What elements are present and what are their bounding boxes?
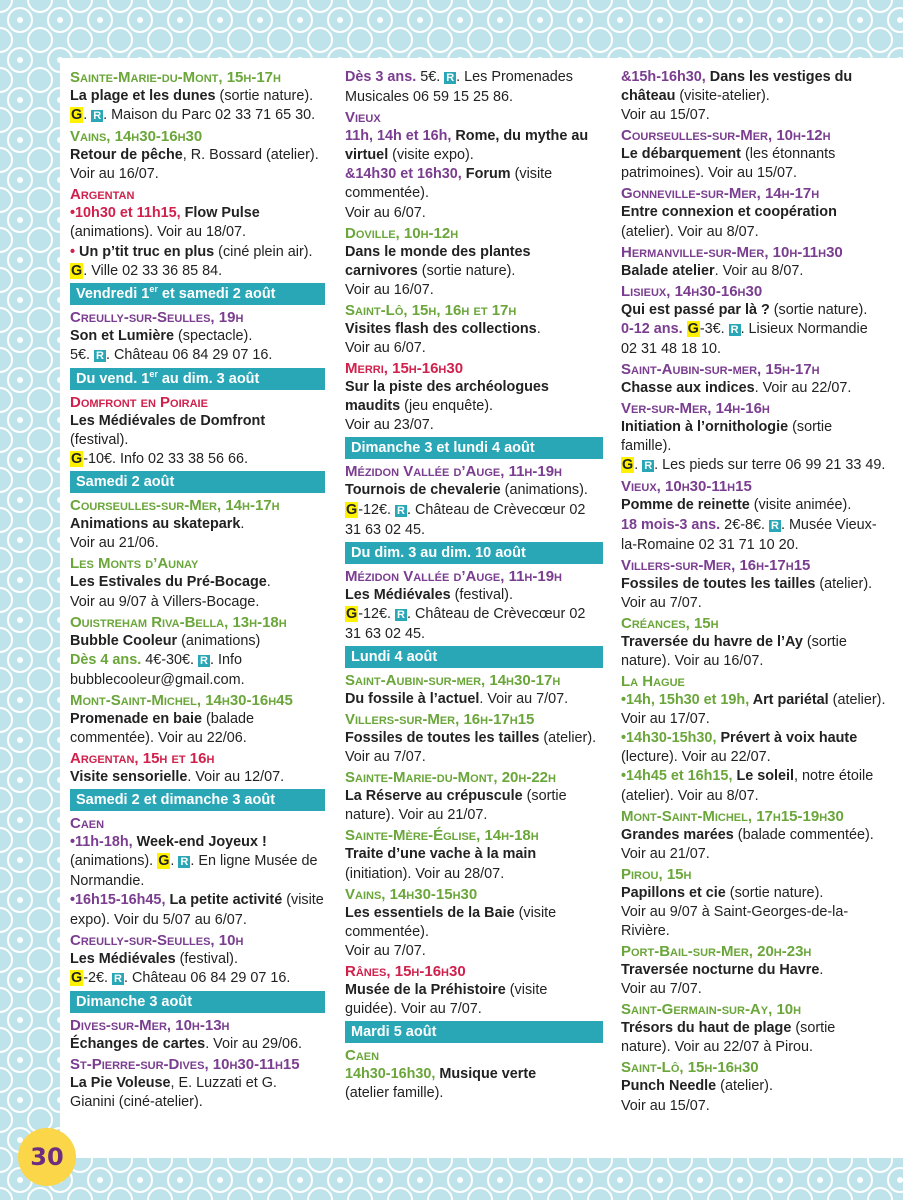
event-entry: [70, 554, 325, 611]
event-town: Courseulles-sur-Mer, 10h-12h: [621, 127, 831, 145]
free-badge: G: [346, 605, 358, 622]
event-detail: (sortie nature).: [215, 88, 314, 104]
date-band: Mardi 5 août: [345, 1021, 603, 1043]
event-town: Hermanville-sur-Mer, 10h-11h30: [621, 243, 843, 261]
event-town: Villers-sur-Mer, 16h-17h15: [345, 711, 535, 729]
event-entry: [70, 127, 325, 184]
event-entry: [621, 282, 886, 359]
event-town: Lisieux, 14h30-16h30: [621, 282, 763, 300]
event-entry: [621, 477, 886, 554]
event-detail: (sortie nature).: [417, 262, 516, 279]
event-detail: , notre étoile (atelier). Voir au 8/07.: [621, 768, 874, 804]
event-entry: [70, 393, 325, 469]
event-entry: [70, 1016, 325, 1054]
event-time: &14h30 et 16h30,: [345, 166, 466, 183]
free-badge: G: [158, 853, 170, 870]
band-text: Vendredi 1: [76, 285, 150, 302]
event-time: •14h45 et 16h15,: [621, 768, 737, 785]
event-entry: [345, 301, 603, 358]
date-band: [70, 368, 325, 390]
event-entry: [621, 243, 886, 281]
event-town: Creully-sur-Seulles, 10h: [70, 931, 244, 949]
event-time: •10h30 et 11h15,: [70, 205, 185, 222]
event-info: . Ville 02 33 36 85 84.: [83, 262, 223, 279]
event-title: Un p’tit truc en plus: [79, 243, 215, 260]
event-detail: (visite guidée). Voir au 7/07.: [345, 981, 548, 1017]
free-badge: G: [687, 320, 699, 337]
band-sup: er: [149, 369, 158, 380]
event-info: . Château de Crèvecœur 02 31 63 02 45.: [345, 501, 586, 538]
event-entry: [70, 496, 325, 553]
event-info: Voir au 9/07 à Saint-Georges-de-la-Rivière.: [621, 903, 849, 939]
event-title: La Pie Voleuse: [70, 1074, 171, 1091]
event-town: Mézidon Vallée d’Auge, 11h-19h: [345, 463, 562, 481]
event-info: . Les Promenades Musicales 06 59 15 25 86.: [345, 69, 573, 106]
event-town: Saint-Aubin-sur-mer, 15h-17h: [621, 361, 820, 379]
event-entry: [345, 671, 603, 709]
column-2: [345, 68, 603, 1104]
event-info: Voir au 23/07.: [345, 417, 434, 434]
free-badge: G: [71, 107, 83, 124]
free-badge: G: [71, 451, 83, 468]
event-price: -12€.: [358, 605, 396, 622]
event-town: Argentan, 15h et 16h: [70, 750, 215, 768]
event-title: Musique verte: [439, 1066, 537, 1083]
event-entry: [70, 691, 325, 748]
event-town: Saint-Lô, 15h-16h30: [621, 1059, 759, 1077]
event-town: Gonneville-sur-Mer, 14h-17h: [621, 185, 820, 203]
event-title: Les Médiévales: [345, 586, 451, 603]
column-3: [621, 68, 886, 1117]
date-band: [70, 283, 325, 305]
event-detail: (lecture). Voir au 22/07.: [621, 749, 771, 766]
event-entry: Caen •11h-18h, Week-end Joyeux ! (animations). G. R . En ligne Musée de Normandie. •16h15-16h45, La petite activité (visite expo). Voir du 5/07 au 6/07.: [70, 815, 324, 928]
date-band: Du dim. 3 au dim. 10 août: [345, 542, 603, 564]
reservation-badge: R: [200, 654, 208, 667]
event-title: Traversée nocturne du Havre: [621, 962, 820, 979]
event-title: Visites flash des collections: [345, 320, 537, 337]
event-title: Initiation à l’ornithologie: [621, 419, 789, 436]
event-town: Dives-sur-Mer, 10h-13h: [70, 1016, 230, 1034]
event-town: Rânes, 15h-16h30: [345, 962, 466, 980]
event-detail: .: [819, 962, 824, 979]
event-title: Promenade en baie: [70, 710, 202, 727]
event-entry: [621, 556, 886, 613]
event-title: Rome, du mythe au virtuel: [345, 128, 589, 164]
event-town: Ver-sur-Mer, 14h-16h: [621, 400, 770, 418]
event-detail: (animations). Voir au 18/07.: [70, 224, 246, 241]
event-title: Chasse aux indices: [621, 380, 755, 397]
event-town: Saint-Lô, 15h, 16h et 17h: [345, 301, 517, 319]
event-entry: [621, 126, 886, 183]
event-entry: [345, 68, 603, 107]
free-badge: G: [622, 457, 634, 474]
date-band: Dimanche 3 août: [70, 991, 325, 1013]
event-detail: (initiation). Voir au 28/07.: [345, 865, 505, 882]
event-town: Saint-Germain-sur-Ay, 10h: [621, 1001, 802, 1019]
event-entry: [621, 1000, 886, 1057]
event-title: Tournois de chevalerie: [345, 482, 501, 499]
event-town: Caen: [70, 815, 105, 833]
event-info: . Info: [209, 651, 242, 668]
event-detail: (sortie famille).: [621, 419, 833, 455]
event-title: Fossiles de toutes les tailles: [621, 575, 816, 592]
event-title: Traite d’une vache à la main: [345, 846, 537, 863]
event-title: Balade atelier: [621, 262, 715, 279]
event-detail: (sortie nature).: [769, 301, 868, 318]
event-detail: (atelier). Voir au 8/07.: [621, 223, 759, 240]
event-title: Les Médiévales: [70, 950, 176, 967]
event-entry: [345, 462, 603, 539]
free-badge: G: [71, 969, 83, 986]
event-town: Mont-Saint-Michel, 14h30-16h45: [70, 691, 293, 709]
reservation-badge: R: [397, 504, 405, 517]
event-detail: (visite commentée).: [345, 904, 557, 940]
event-town: Sainte-Mère-Église, 14h-18h: [345, 827, 539, 845]
event-detail: . Voir au 12/07.: [187, 769, 285, 786]
band-text: et samedi 2 août: [157, 285, 276, 302]
event-entry: [345, 885, 603, 961]
event-town: Sainte-Marie-du-Mont, 20h-22h: [345, 769, 556, 787]
band-text: au dim. 3 août: [157, 370, 260, 387]
event-title: Musée de la Préhistoire: [345, 981, 506, 998]
event-time: •11h-18h,: [70, 834, 137, 851]
event-entry: [345, 567, 603, 644]
event-detail: (festival).: [175, 950, 238, 967]
bullet: •: [70, 243, 80, 260]
event-detail: . Voir au 8/07.: [714, 262, 804, 279]
event-title: Forum: [465, 166, 511, 183]
event-title: Pomme de reinette: [621, 497, 750, 514]
event-detail: .: [536, 320, 541, 337]
event-info: Voir au 15/07.: [621, 1097, 710, 1114]
event-info: . Musée Vieux-la-Romaine 02 31 71 10 20.: [621, 516, 877, 553]
event-price: 2€-8€.: [720, 516, 769, 533]
event-detail: (ciné plein air).: [214, 243, 313, 260]
event-entry: [621, 1058, 886, 1115]
event-price: -2€.: [83, 969, 112, 986]
event-entry: Sainte-Marie-du-Mont, 15h-17h La plage et les dunes (sortie nature). G. R . Maison du Parc 02 33 71 65 30.: [70, 68, 325, 126]
event-info: . Château 06 84 29 07 16.: [105, 346, 273, 363]
date-band: Lundi 4 août: [345, 646, 603, 668]
event-time: 14h30-16h30,: [345, 1066, 440, 1083]
event-title: Son et Lumière: [70, 327, 174, 344]
event-info: Voir au 7/07.: [345, 942, 426, 959]
event-price: 4€-30€.: [141, 651, 199, 668]
event-town: Créances, 15h: [621, 614, 719, 632]
event-title: Punch Needle: [621, 1078, 717, 1095]
event-title: Prévert à voix haute: [720, 730, 858, 747]
event-entry: [70, 185, 325, 280]
column-1: [70, 68, 325, 1113]
event-town: Vieux, 10h30-11h15: [621, 478, 752, 496]
event-time: &15h-16h30,: [621, 69, 710, 85]
event-detail: (les étonnants patrimoines). Voir au 15/07.: [621, 146, 836, 182]
event-detail: (spectacle).: [173, 327, 253, 344]
event-info: Voir au 16/07.: [345, 281, 434, 298]
event-town: Domfront en Poiraie: [70, 393, 208, 411]
date-band: Dimanche 3 et lundi 4 août: [345, 437, 603, 459]
event-town: Caen: [345, 1047, 380, 1065]
event-town: St-Pierre-sur-Dives, 10h30-11h15: [70, 1055, 300, 1073]
free-badge: G: [71, 262, 83, 279]
reservation-badge: R: [114, 972, 122, 985]
event-email: bubblecooleur@gmail.com.: [70, 671, 245, 688]
event-title: Le soleil: [736, 768, 795, 785]
event-title: Animations au skatepark: [70, 516, 241, 533]
event-info: . Château de Crèvecœur 02 31 63 02 45.: [345, 605, 586, 642]
event-title: Entre connexion et coopération: [621, 204, 837, 221]
event-entry: [621, 360, 886, 398]
event-time: 11h, 14h et 16h,: [345, 128, 456, 145]
reservation-badge: R: [397, 608, 405, 621]
event-town: Villers-sur-Mer, 16h-17h15: [621, 556, 811, 574]
event-entry: [621, 184, 886, 241]
event-title: Retour de pêche: [70, 147, 183, 164]
date-band: Samedi 2 août: [70, 471, 325, 493]
event-title: Trésors du haut de plage: [621, 1020, 792, 1037]
event-title: Du fossile à l’actuel: [345, 690, 480, 707]
event-title: Visite sensorielle: [70, 769, 188, 786]
event-info: Voir au 9/07 à Villers-Bocage.: [70, 593, 260, 610]
event-detail: (visite commentée).: [345, 166, 553, 202]
event-entry: [345, 224, 603, 300]
event-town: Merri, 15h-16h30: [345, 360, 464, 378]
event-entry: [621, 807, 886, 864]
event-entry: [621, 614, 886, 671]
event-title: Dans le monde des plantes carnivores: [345, 243, 531, 279]
event-entry: [70, 308, 325, 366]
event-detail: (atelier). Voir au 7/07.: [621, 575, 873, 611]
event-title: Les Médiévales de Domfront: [70, 412, 266, 429]
event-detail: (atelier). Voir au 7/07.: [345, 730, 597, 766]
event-info: Voir au 6/07.: [345, 204, 426, 221]
reservation-badge: R: [730, 323, 739, 336]
event-detail: (festival).: [450, 586, 513, 603]
reservation-badge: R: [93, 110, 102, 123]
reservation-badge: R: [644, 460, 653, 473]
event-town: Ouistreham Riva-Bella, 13h-18h: [70, 613, 287, 631]
page-number: 30: [18, 1128, 76, 1186]
event-entry: [621, 672, 886, 806]
reservation-badge: R: [771, 519, 779, 532]
event-detail: (visite expo).: [388, 147, 474, 164]
event-town: Mézidon Vallée d’Auge, 11h-19h: [345, 567, 562, 585]
event-town: Pirou, 15h: [621, 865, 692, 883]
event-title: Papillons et cie: [621, 884, 726, 901]
event-entry: [345, 768, 603, 825]
event-town: Mont-Saint-Michel, 17h15-19h30: [621, 807, 844, 825]
reservation-badge: R: [96, 349, 104, 362]
event-detail: (visite animée).: [749, 497, 852, 514]
page-content: [60, 58, 903, 1158]
event-title: Flow Pulse: [184, 205, 260, 222]
event-detail: (sortie nature). Voir au 21/07.: [345, 788, 567, 824]
event-entry: [345, 359, 603, 435]
event-title: La plage et les dunes: [70, 88, 216, 104]
reservation-badge: R: [446, 72, 455, 84]
event-town: Saint-Aubin-sur-mer, 14h30-17h: [345, 671, 561, 689]
event-detail: (animations).: [500, 482, 588, 499]
event-age: Dès 4 ans.: [70, 651, 142, 668]
event-price: 5€.: [416, 69, 445, 85]
event-age: Dès 3 ans.: [345, 69, 417, 85]
event-town: Sainte-Marie-du-Mont, 15h-17h: [70, 69, 281, 86]
event-entry: [621, 865, 886, 941]
event-detail: (animations).: [70, 853, 158, 870]
event-title: Sur la piste des archéologues maudits: [345, 379, 549, 415]
event-detail: . Voir au 29/06.: [205, 1035, 302, 1052]
event-entry: [345, 108, 603, 222]
event-entry: [621, 68, 886, 125]
event-entry: Ver-sur-Mer, 14h-16h Initiation à l’ornithologie (sortie famille). G. R . Les pieds sur terre 06 99 21 33 49.: [621, 400, 886, 474]
event-title: Échanges de cartes: [70, 1035, 206, 1052]
event-detail: (atelier). Voir au 17/07.: [621, 692, 886, 728]
event-detail: (sortie nature). Voir au 22/07 à Pirou.: [621, 1020, 836, 1056]
event-info: Voir au 7/07.: [621, 981, 702, 998]
event-title: Le débarquement: [621, 146, 741, 163]
event-title: Art pariétal: [752, 692, 829, 709]
event-detail: .: [240, 516, 245, 533]
event-time: •14h, 15h30 et 19h,: [621, 692, 753, 709]
event-title: Fossiles de toutes les tailles: [345, 730, 540, 747]
event-info: Voir au 21/06.: [70, 535, 159, 552]
event-info: Voir au 15/07.: [621, 107, 710, 124]
event-town: Vieux: [345, 109, 381, 127]
event-info: Voir au 6/07.: [345, 340, 426, 357]
event-entry: [621, 942, 886, 999]
event-price: -12€.: [358, 501, 396, 518]
event-entry: [345, 1046, 603, 1103]
event-detail: , R. Bossard (atelier). Voir au 16/07.: [70, 147, 319, 183]
event-title: Bubble Cooleur: [70, 632, 178, 649]
event-title: Week-end Joyeux !: [136, 834, 267, 851]
event-title: Grandes marées: [621, 826, 734, 843]
event-entry: [70, 931, 325, 989]
event-info: . En ligne Musée de Normandie.: [70, 853, 318, 890]
event-info: . Les pieds sur terre 06 99 21 33 49.: [654, 457, 886, 474]
event-entry: [345, 826, 603, 883]
event-detail: (atelier famille).: [345, 1085, 444, 1102]
event-entry: [70, 749, 325, 787]
event-town: Argentan: [70, 186, 135, 204]
event-detail: (balade commentée). Voir au 21/07.: [621, 826, 874, 862]
event-entry: [70, 1055, 325, 1112]
event-detail: (balade commentée). Voir au 22/06.: [70, 710, 254, 746]
event-title: Traversée du havre de l’Ay: [621, 633, 803, 650]
event-age: 0-12 ans.: [621, 320, 683, 337]
event-town: La Hague: [621, 673, 685, 691]
event-info: . Château 06 84 29 07 16.: [123, 969, 291, 986]
reservation-badge: R: [180, 856, 189, 869]
event-price: -3€.: [699, 320, 729, 337]
event-time: •16h15-16h45,: [70, 892, 170, 909]
event-detail: (sortie nature).: [725, 884, 824, 901]
event-title: Les Estivales du Pré-Bocage: [70, 574, 267, 591]
event-detail: (visite-atelier).: [675, 88, 770, 105]
event-detail: (visite expo). Voir du 5/07 au 6/07.: [70, 892, 324, 928]
event-detail: .: [266, 574, 271, 591]
band-text: Du vend. 1: [76, 370, 150, 387]
event-time: •14h30-15h30,: [621, 730, 721, 747]
event-detail: (animations): [177, 632, 261, 649]
event-entry: [345, 962, 603, 1019]
event-town: Doville, 10h-12h: [345, 224, 459, 242]
event-detail: (festival).: [70, 432, 129, 449]
event-town: Les Monts d’Aunay: [70, 555, 199, 573]
event-town: Creully-sur-Seulles, 19h: [70, 308, 244, 326]
event-age: 18 mois-3 ans.: [621, 516, 721, 533]
free-badge: G: [346, 501, 358, 518]
event-info: Maison du Parc 02 33 71 65 30.: [111, 107, 316, 124]
event-detail: , E. Luzzati et G. Gianini (ciné-atelier).: [70, 1074, 277, 1110]
event-info: . Lisieux Normandie 02 31 48 18 10.: [621, 320, 868, 357]
event-title: Dans les vestiges du château: [621, 69, 853, 105]
event-detail: . Voir au 7/07.: [479, 690, 569, 707]
event-title: La Réserve au crépuscule: [345, 788, 523, 805]
event-title: La petite activité: [169, 892, 283, 909]
event-detail: . Voir au 22/07.: [754, 380, 852, 397]
event-town: Courseulles-sur-Mer, 14h-17h: [70, 497, 280, 515]
event-town: Port-Bail-sur-Mer, 20h-23h: [621, 943, 812, 961]
band-sup: er: [149, 283, 158, 294]
event-entry: [345, 710, 603, 767]
event-price: 5€.: [70, 346, 95, 363]
date-band: Samedi 2 et dimanche 3 août: [70, 789, 325, 811]
event-town: Vains, 14h30-15h30: [345, 885, 478, 903]
event-entry: [70, 613, 325, 690]
event-detail: (sortie nature). Voir au 16/07.: [621, 633, 847, 669]
event-title: Qui est passé par là ?: [621, 301, 770, 318]
event-town: Vains, 14h30-16h30: [70, 128, 203, 146]
event-detail: (jeu enquête).: [400, 398, 493, 415]
event-detail: (atelier).: [716, 1078, 773, 1095]
event-info: -10€. Info 02 33 38 56 66.: [83, 451, 249, 468]
event-title: Les essentiels de la Baie: [345, 904, 515, 921]
